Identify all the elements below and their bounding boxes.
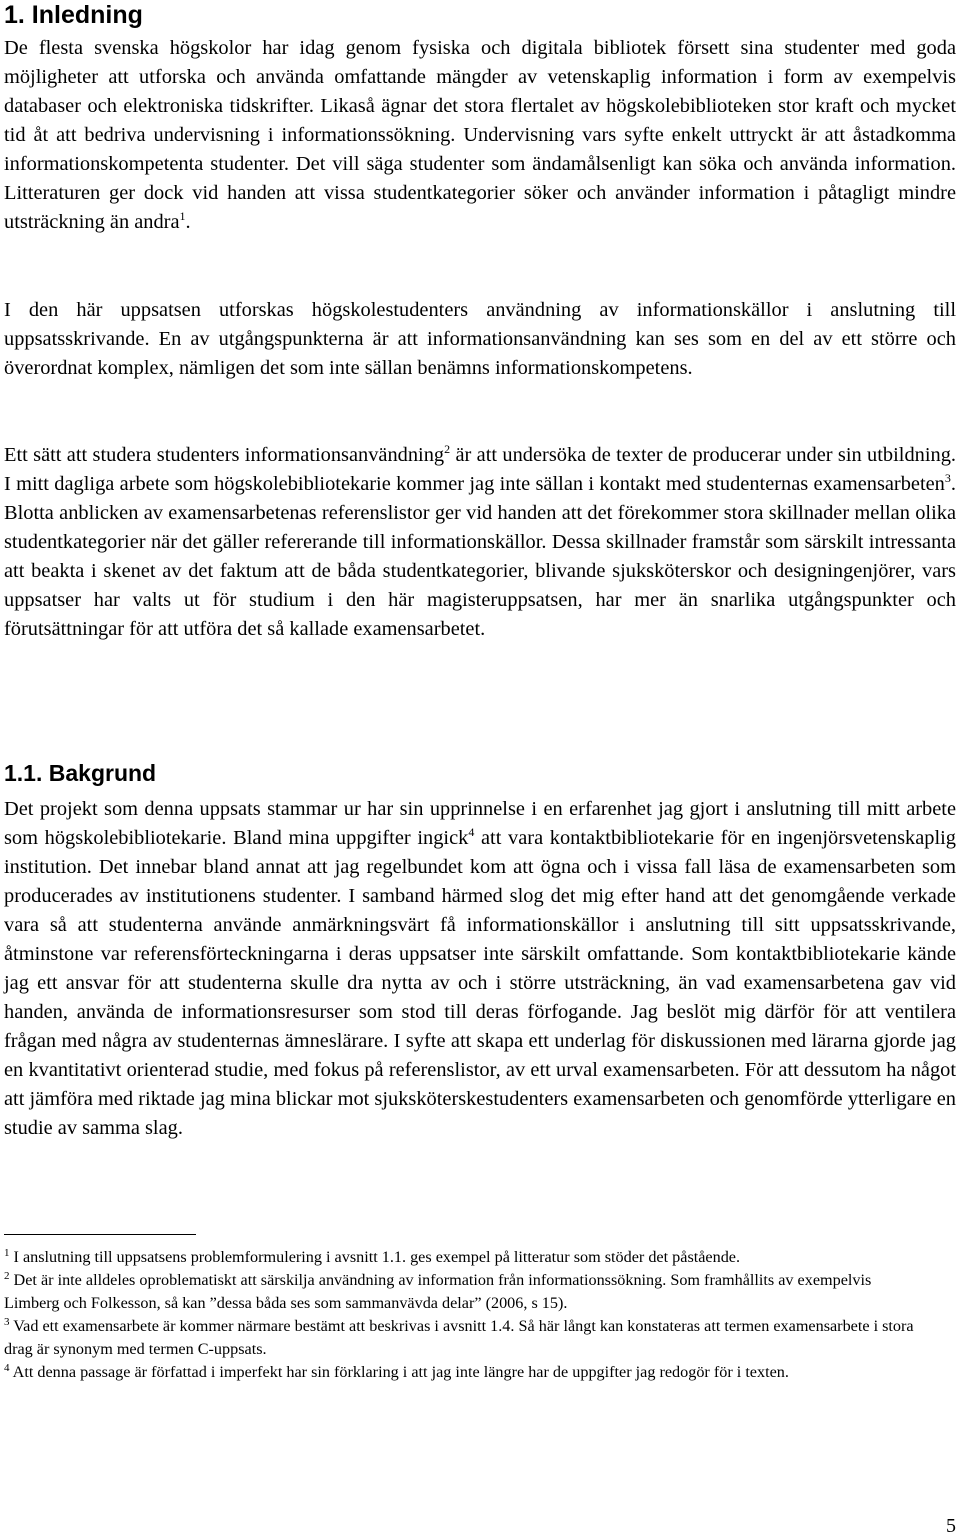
subsection-heading: 1.1. Bakgrund [4,760,157,786]
paragraph-text-a: Det projekt som denna uppsats stammar ur har sin upprinnelse i en erfarenhet jag gjort i anslutning till mitt arbete som högskolebibliotekarie. Bland mina uppgifter ingick [4,798,956,849]
footnote-number: 2 [4,1270,10,1282]
paragraph-tail: . [185,211,191,233]
footnote-3 [4,1315,924,1361]
intro-paragraph-1 [4,34,956,237]
footnote-separator [4,1234,196,1235]
paragraph-text: De flesta svenska högskolor har idag genom fysiska och digitala bibliotek försett sina studenter med goda möjligheter att utforska och använda omfattande mängder av vetenskaplig information i form av exempelvis databaser och elektroniska tidskrifter. Likaså ägnar det stora flertalet av högskolebiblioteken stor kraft och mycket tid åt att bedriva undervisning i informationssökning. Undervisning vars syfte enkelt uttryckt är att åstadkomma informationskompetenta studenter. Det vill säga studenter som ändamålsenligt kan söka och använda information. Litteraturen ger dock vid handen att vissa studentkategorier söker och använder information i påtagligt mindre utsträckning än andra [4,37,956,233]
intro-paragraph-3 [4,441,956,644]
background-paragraph [4,795,956,1143]
footnote-ref-3[interactable]: 3 [944,471,951,485]
intro-paragraph-2: I den här uppsatsen utforskas högskolestudenters användning av informationskällor i anslutning till uppsatsskrivande. En av utgångspunkterna är att informationsanvändning kan ses som en del av ett större och överordnat komplex, nämligen det som inte sällan benämns informationskompetens. [4,299,956,379]
footnote-ref-2[interactable]: 2 [444,442,451,456]
footnote-text: Vad ett examensarbete är kommer närmare bestämt att beskrivas i avsnitt 1.4. Så här långt kan konstateras att termen examensarbete i stora drag är synonym med termen C-uppsats. [4,1317,914,1358]
paragraph-text-b: är att undersöka de texter de producerar under sin utbildning. I mitt dagliga arbete som högskolebibliotekarie kommer jag inte sällan i kontakt med studenternas examensarbeten [4,444,956,495]
footnote-1 [4,1246,924,1269]
section-heading: 1. Inledning [4,1,143,29]
footnote-2 [4,1269,924,1315]
footnote-ref-4[interactable]: 4 [468,825,475,839]
paragraph-text-b: att vara kontaktbibliotekarie för en ingenjörsvetenskaplig institution. Det innebar bland annat att jag regelbundet kom att ögna och i vissa fall läsa de examensarbeten som producerades av institutionens studenter. I samband härmed slog det mig efter hand att det genomgående verkade vara så att studenterna använde anmärkningsvärt få informationskällor i anslutning till sitt uppsatsskrivande, åtminstone var referensförteckningarna i deras uppsatser inte särskilt omfattande. Som kontaktbibliotekarie kände jag ett ansvar för att studenterna skulle dra nytta av och i större utsträckning, än vad examensarbetena gav vid handen, använda de informationsresurser som stod till deras förfogande. Jag beslöt mig därför för att ventilera frågan med några av studenternas ämneslärare. I syfte att skapa ett underlag för diskussionen med lärarna gjorde jag en kvantitativt orienterad studie, med fokus på referenslistor, av ett urval examensarbeten. För att dessutom ha något att jämföra med riktade jag mina blickar mot sjuksköterskestudenters examensarbeten och genomförde ytterligare en studie av samma slag. [4,827,956,1139]
footnote-4 [4,1361,924,1384]
paragraph-text-a: Ett sätt att studera studenters informationsanvändning [4,444,445,466]
page-number: 5 [946,1515,956,1537]
footnote-text: Det är inte alldeles oproblematiskt att särskilja användning av information från informationssökning. Som framhållits av exempelvis Limberg och Folkesson, så kan ”dessa båda ses som sammanvävda delar” (2006, s 15). [4,1271,872,1312]
footnote-number: 4 [4,1362,10,1374]
footnote-text: I anslutning till uppsatsens problemformulering i avsnitt 1.1. ges exempel på litteratur som stöder det påstående. [13,1248,741,1266]
footnote-ref-1[interactable]: 1 [179,209,186,223]
paragraph-text-c: . Blotta anblicken av examensarbetenas referenslistor ger vid handen att det förekommer stora skillnader mellan olika studentkategorier när det gäller refererande till informationskällor. Dessa skillnader framstår som särskilt intressanta att beakta i skenet av det faktum att de båda studentkategorier, blivande sjuksköterskor och designingenjörer, vars uppsatser har valts ut för studium i den här magisteruppsatsen, har mer än snarlika utgångspunkter och förutsättningar för att utföra det så kallade examensarbetet. [4,473,956,640]
footnote-number: 3 [4,1316,10,1328]
footnotes [4,1246,924,1384]
footnote-number: 1 [4,1247,10,1259]
footnote-text: Att denna passage är författad i imperfekt har sin förklaring i att jag inte längre har de uppgifter jag redogör för i texten. [12,1363,789,1381]
